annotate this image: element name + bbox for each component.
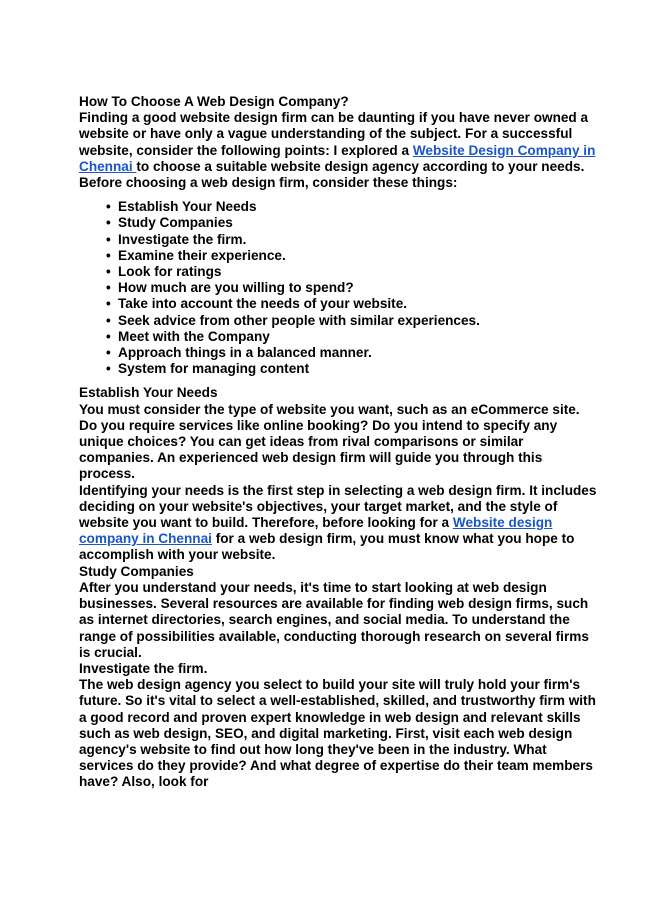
document-title: How To Choose A Web Design Company? — [79, 94, 349, 109]
section-heading-study-companies: Study Companies — [79, 563, 194, 579]
list-intro: Before choosing a web design firm, consider these things: — [79, 175, 458, 191]
list-item: • How much are you willing to spend? — [118, 280, 599, 296]
list-item: • System for managing content — [118, 361, 599, 377]
section-heading-establish-needs: Establish Your Needs — [79, 385, 218, 401]
website-design-company-link[interactable]: Website Design Company in Chennai — [79, 142, 596, 174]
list-item: • Take into account the needs of your website. — [118, 296, 599, 312]
intro-paragraph — [79, 110, 599, 175]
section-heading-investigate-firm: Investigate the firm. — [79, 660, 208, 676]
para2-text-before-link: Identifying your needs is the first step in selecting a web design firm. It includes deciding on your website's objectives, your target market, and the style of website you want to build. Therefore, before looking for a — [79, 482, 597, 531]
list-item: • Study Companies — [118, 215, 599, 231]
list-item: • Approach things in a balanced manner. — [118, 345, 599, 361]
section-establish-needs-para2 — [79, 483, 599, 564]
list-item: • Meet with the Company — [118, 329, 599, 345]
list-item: • Look for ratings — [118, 264, 599, 280]
list-item: • Investigate the firm. — [118, 232, 599, 248]
document-page — [79, 94, 599, 791]
section-establish-needs-para1: You must consider the type of website you want, such as an eCommerce site. Do you require services like online booking? Do you intend to specify any unique choices? You can get ideas from rival comparisons or similar companies. An experienced web design firm will guide you through this process. — [79, 401, 580, 482]
intro-text-before-link: Finding a good website design firm can be daunting if you have never owned a website or have only a vague understanding of the subject. For a successful website, consider the following points: I explored a — [79, 110, 589, 158]
considerations-list — [79, 199, 599, 377]
website-design-company-link-2[interactable]: Website design company in Chennai — [79, 515, 553, 547]
list-item: • Establish Your Needs — [118, 199, 599, 215]
section-study-companies-para: After you understand your needs, it's time to start looking at web design businesses. Several resources are available for finding web design firms, such as internet directories, search engines, and social media. To understand the range of possibilities available, conducting thorough research on several firms is crucial. — [79, 579, 589, 660]
list-item: • Seek advice from other people with similar experiences. — [118, 313, 599, 329]
intro-text-after-link: to choose a suitable website design agency according to your needs. — [136, 158, 585, 174]
section-investigate-firm-para: The web design agency you select to build your site will truly hold your firm's future. So it's vital to select a well-established, skilled, and trustworthy firm with a good record and proven expert knowledge in web design and relevant skills such as web design, SEO, and digital marketing. First, visit each web design agency's website to find out how long they've been in the industry. What services do they provide? And what degree of expertise do their team members have? Also, look for — [79, 677, 596, 790]
list-item: • Examine their experience. — [118, 248, 599, 264]
para2-text-after-link: for a web design firm, you must know what you hope to accomplish with your website. — [79, 531, 575, 563]
